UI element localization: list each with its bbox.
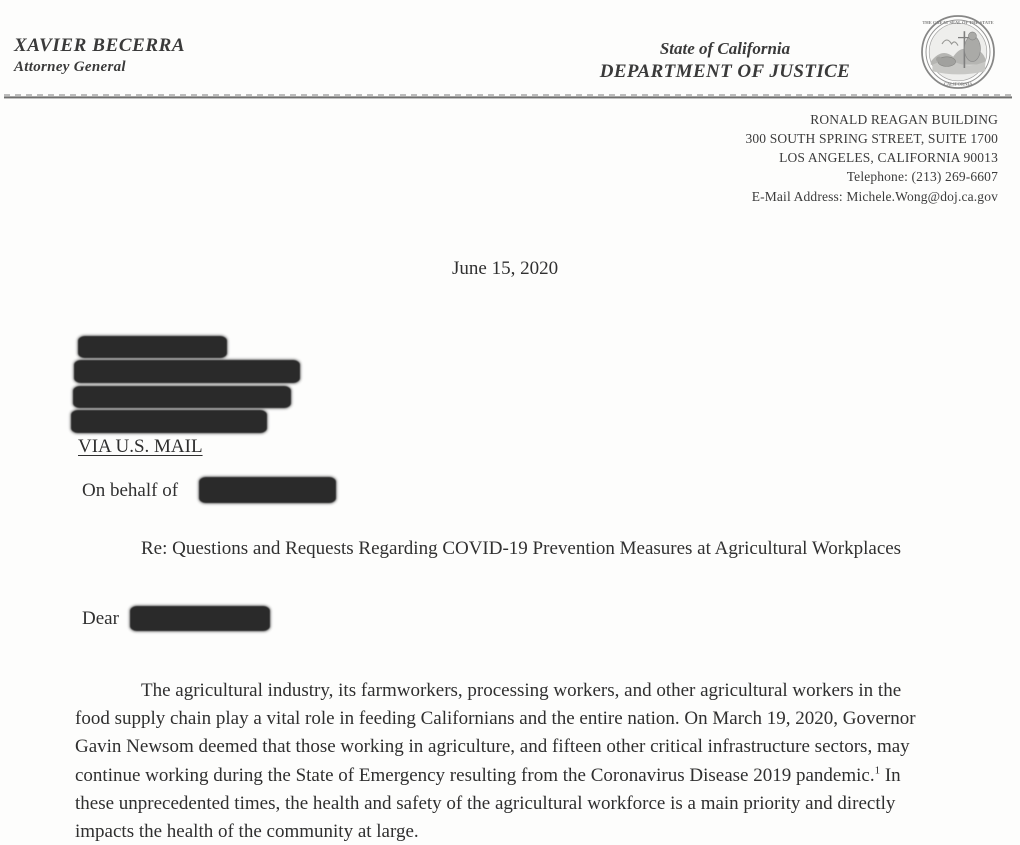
state-of-california-line: State of California: [659, 39, 791, 58]
address-line-street: 300 SOUTH SPRING STREET, SUITE 1700: [745, 131, 998, 147]
address-line-email: E-Mail Address: Michele.Wong@doj.ca.gov: [751, 188, 998, 204]
svg-text:THE GREAT SEAL OF THE STATE: THE GREAT SEAL OF THE STATE: [922, 20, 994, 25]
footnote-marker: 1: [874, 764, 881, 777]
salutation-label: Dear: [82, 608, 119, 629]
body-paragraph-1: [75, 677, 937, 845]
letter-date: June 15, 2020: [452, 258, 559, 279]
department-of-justice-line: DEPARTMENT OF JUSTICE: [599, 61, 851, 83]
redaction-bar-recipient-line-1: [78, 336, 227, 358]
office-address-block: [745, 110, 998, 206]
body-text-part-1: The agricultural industry, its farmworkers, processing workers, and other agricultural workers in the food supply chain play a vital role in feeding Californians and the entire nation. On March 19, 2020, Governor Gavin Newsom deemed that those working in agriculture, and fifteen other critical infrastructure sectors, may continue working during the State of Emergency resulting from the Coronavirus Disease 2019 pandemic.: [75, 680, 916, 786]
letterhead-divider: [4, 96, 1012, 99]
redaction-bar-salutation-name: [130, 606, 270, 631]
delivery-method-label: VIA U.S. MAIL: [78, 436, 203, 457]
address-line-city: LOS ANGELES, CALIFORNIA 90013: [779, 150, 998, 166]
address-line-building: RONALD REAGAN BUILDING: [810, 112, 998, 127]
svg-text:CALIFORNIA: CALIFORNIA: [943, 81, 973, 87]
attorney-general-name: XAVIER BECERRA: [14, 35, 186, 56]
address-line-telephone: Telephone: (213) 269-6607: [846, 169, 998, 185]
subject-re-line: Re: Questions and Requests Regarding COVID-19 Prevention Measures at Agricultural Workplaces: [141, 538, 902, 559]
attorney-general-title: Attorney General: [14, 59, 126, 76]
redaction-bar-on-behalf-name: [199, 477, 336, 503]
california-state-seal-icon: [916, 12, 1000, 92]
redaction-bar-recipient-line-4: [71, 410, 267, 433]
body-text-part-2: In these unprecedented times, the health and safety of the agricultural workforce is a main priority and directly impacts the health of the community at large.: [75, 764, 901, 843]
redaction-bar-recipient-line-2: [74, 360, 300, 383]
on-behalf-of-label: On behalf of: [82, 480, 179, 501]
redaction-bar-recipient-line-3: [73, 386, 291, 408]
letterhead-center: [560, 38, 890, 85]
letterhead-left: [14, 34, 185, 78]
